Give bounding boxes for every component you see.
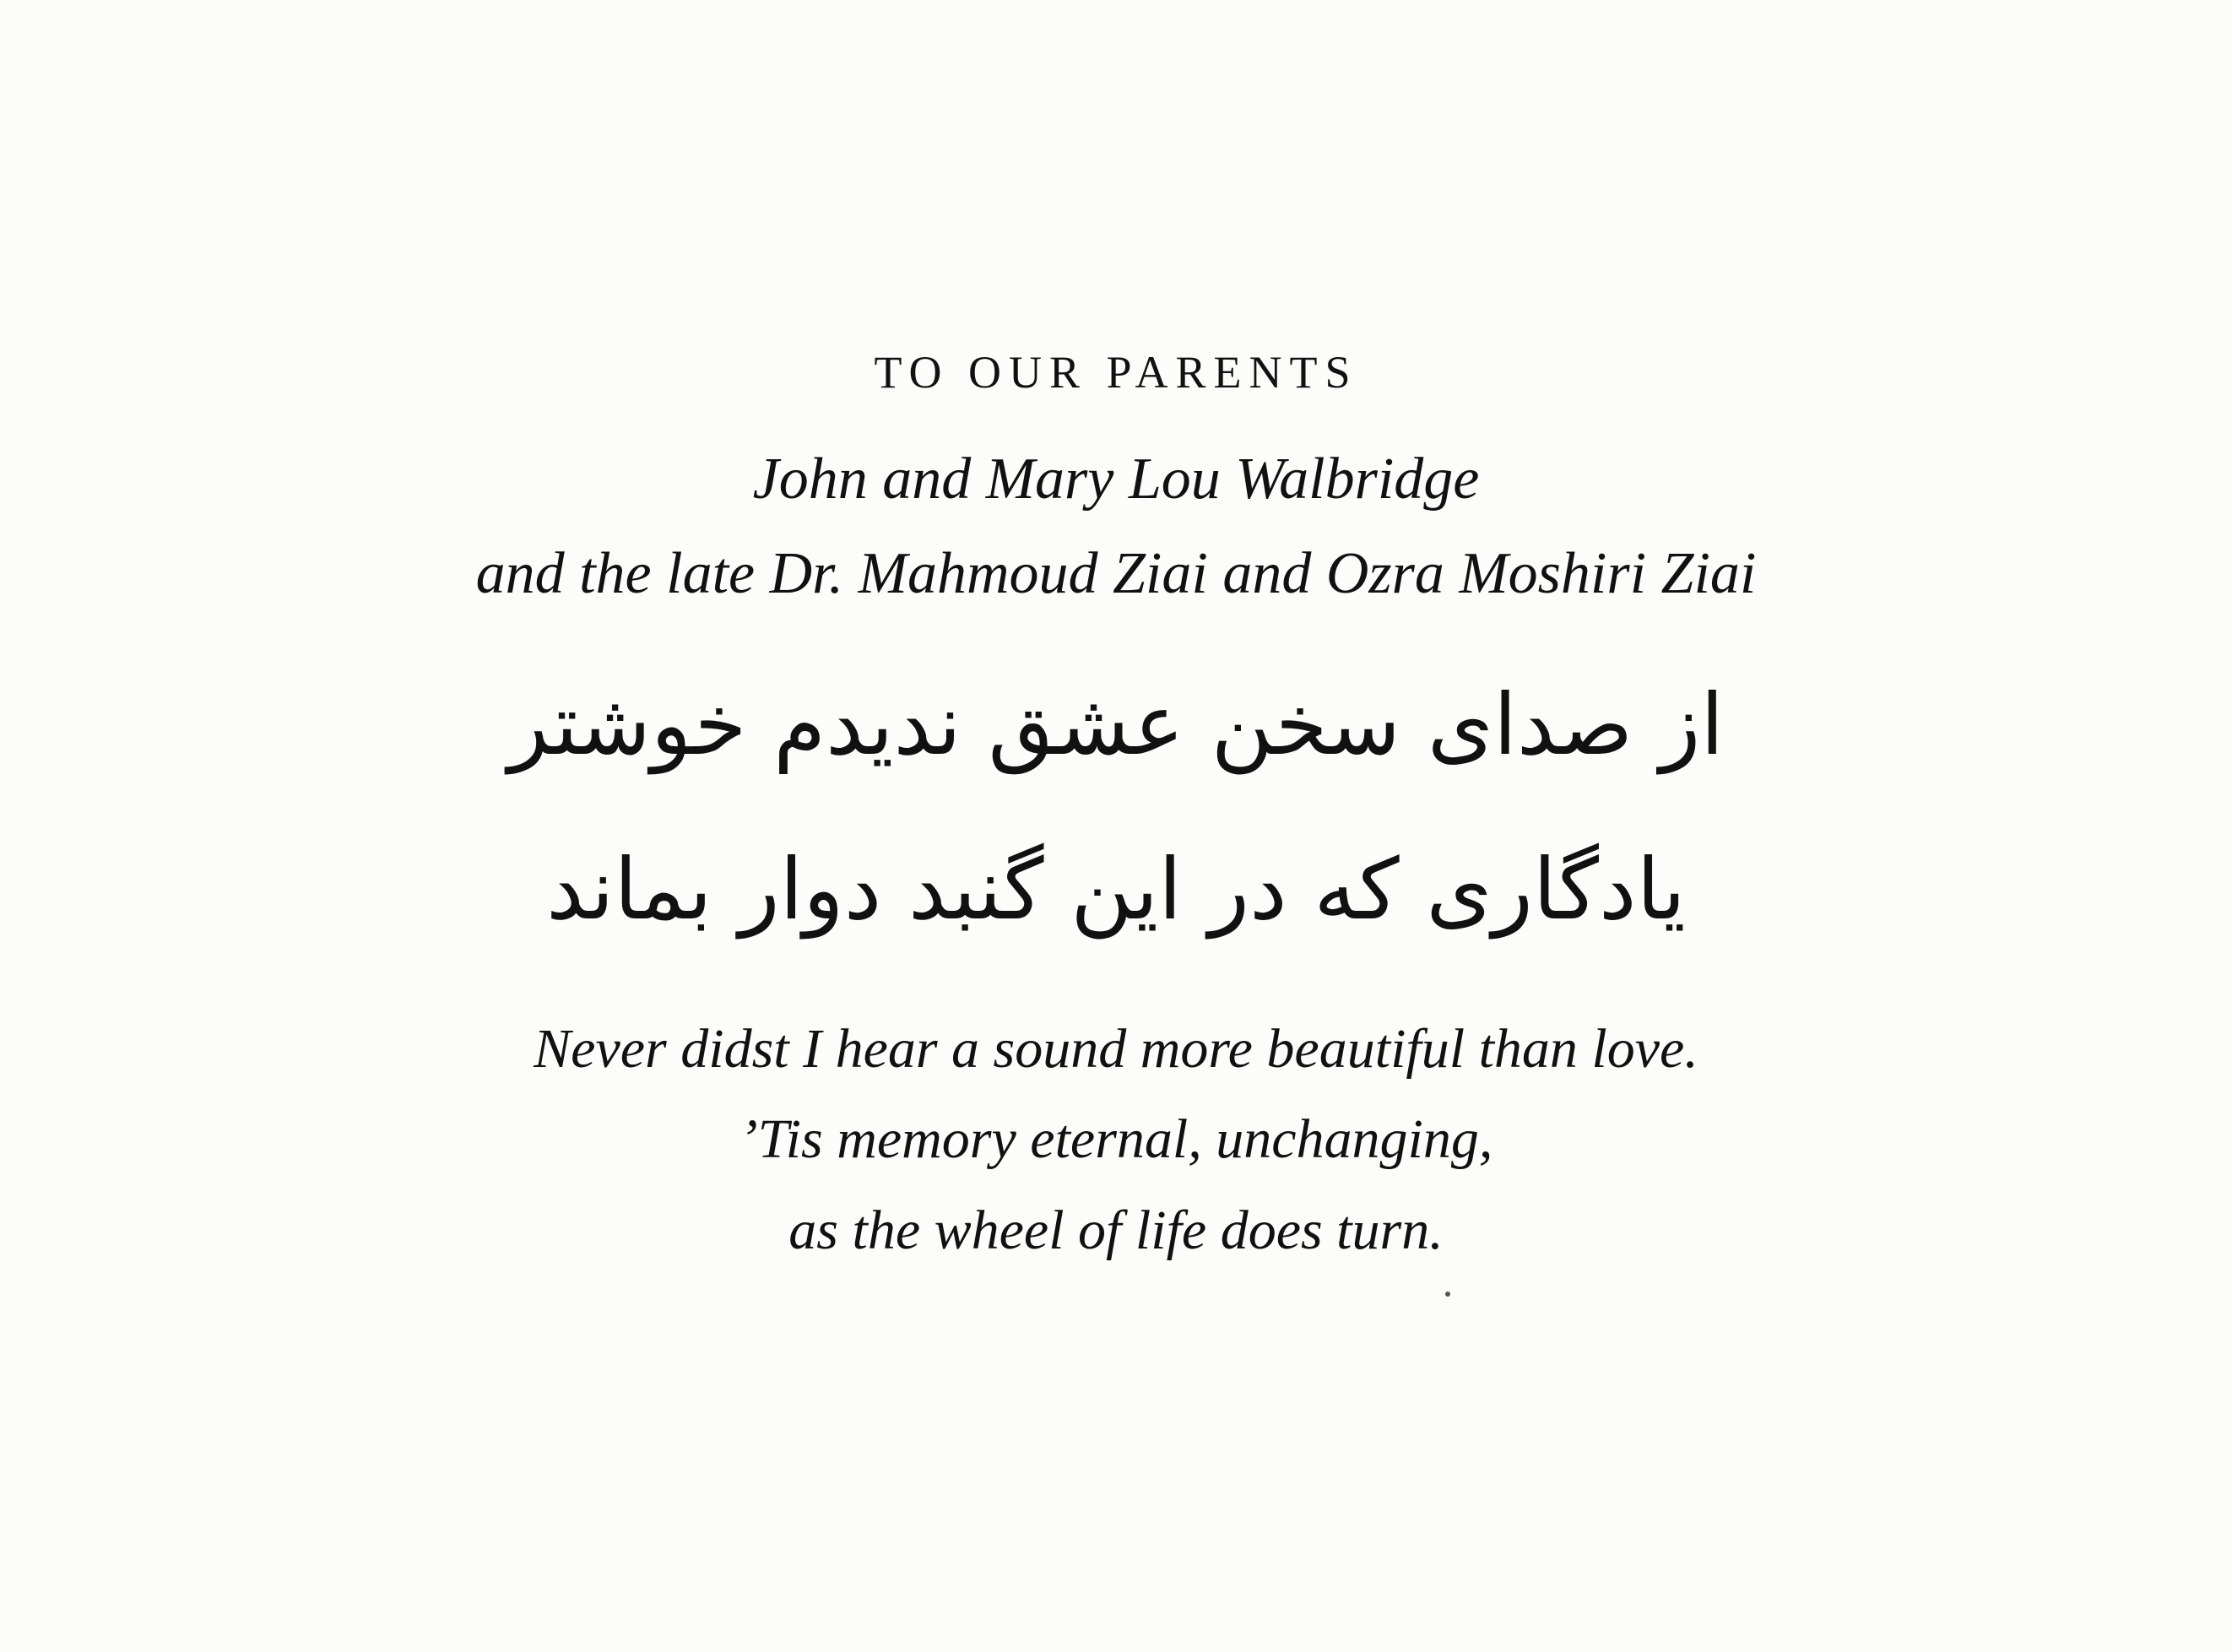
dedication-heading: TO OUR PARENTS xyxy=(874,347,1358,398)
translation-line-1: Never didst I hear a sound more beautiful than love. xyxy=(534,1018,1698,1080)
translation-line-3: as the wheel of life does turn. xyxy=(788,1200,1444,1261)
dedication-names-line-2: and the late Dr. Mahmoud Ziai and Ozra Moshiri Ziai xyxy=(475,541,1757,606)
persian-verse-line-2: یادگاری که در این گنبد دوار بماند xyxy=(546,840,1686,939)
ink-speck xyxy=(1445,1292,1450,1297)
persian-verse-line-1: از صدای سخن عشق ندیدم خوشتر xyxy=(507,675,1725,774)
translation-line-2: ’Tis memory eternal, unchanging, xyxy=(739,1108,1493,1170)
dedication-names-line-1: John and Mary Lou Walbridge xyxy=(752,447,1480,512)
